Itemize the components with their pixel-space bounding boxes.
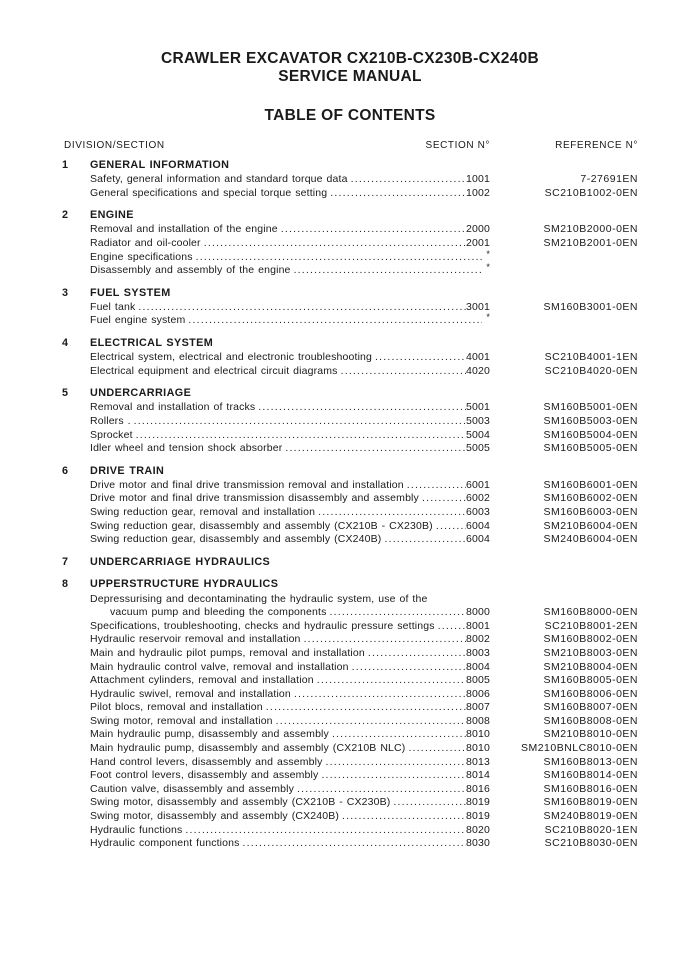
item-label: Hydraulic functions <box>90 823 183 836</box>
leader-dots <box>134 415 466 429</box>
toc-item-row <box>62 314 638 328</box>
item-section-number: 3001 <box>466 300 490 313</box>
item-label: Electrical system, electrical and electronic troubleshooting <box>90 351 373 364</box>
toc-item-row <box>62 688 638 702</box>
toc-item-row <box>62 715 638 729</box>
leader-dots <box>281 223 466 237</box>
leader-dots <box>375 351 466 365</box>
item-reference: SM210B2001-0EN <box>543 236 638 249</box>
division-6 <box>62 465 638 547</box>
item-label: General specifications and special torque setting <box>90 186 328 199</box>
item-section-number: 2001 <box>466 236 490 249</box>
item-reference: SC210B8030-0EN <box>544 837 638 850</box>
leader-dots <box>204 237 466 251</box>
document-title <box>62 50 638 86</box>
leader-dots <box>243 837 467 851</box>
division-4 <box>62 337 638 378</box>
leader-dots <box>393 796 466 810</box>
item-label: Attachment cylinders, removal and installation <box>90 674 314 687</box>
toc-item-row <box>62 647 638 661</box>
item-reference: SM160B5005-0EN <box>543 442 638 455</box>
item-reference: SM160B6002-0EN <box>543 492 638 505</box>
item-label: Fuel engine system <box>90 314 186 327</box>
item-label: Swing motor, removal and installation <box>90 714 273 727</box>
division-3 <box>62 287 638 328</box>
toc-item-row <box>62 661 638 675</box>
item-reference: SM240B8019-0EN <box>543 810 638 823</box>
item-section-number: 8019 <box>466 796 490 809</box>
division-heading <box>62 578 638 592</box>
leader-dots <box>196 251 483 265</box>
item-reference: SM160B8019-0EN <box>543 796 638 809</box>
column-headers <box>64 140 638 151</box>
division-number: 4 <box>62 337 69 350</box>
division-heading <box>62 159 638 173</box>
item-label: Hand control levers, disassembly and assembly <box>90 755 323 768</box>
item-section-number: 8001 <box>466 619 490 632</box>
item-label: Idler wheel and tension shock absorber <box>90 442 283 455</box>
division-heading <box>62 387 638 401</box>
item-label: Pilot blocs, removal and installation <box>90 701 263 714</box>
item-label: Caution valve, disassembly and assembly <box>90 782 294 795</box>
toc-item-row <box>62 620 638 634</box>
item-section-number: 4020 <box>466 364 490 377</box>
toc-item-row <box>62 742 638 756</box>
item-section-number: 4001 <box>466 351 490 364</box>
leader-dots <box>342 810 466 824</box>
leader-dots <box>317 674 466 688</box>
item-label: Sprocket <box>90 428 133 441</box>
item-section-number: 8005 <box>466 674 490 687</box>
leader-dots <box>266 701 466 715</box>
item-section-number: * <box>486 248 490 259</box>
toc-item-row <box>62 301 638 315</box>
item-reference: SM160B6001-0EN <box>543 478 638 491</box>
item-reference: SC210B4001-1EN <box>544 351 638 364</box>
division-5 <box>62 387 638 455</box>
leader-dots <box>138 301 466 315</box>
leader-dots <box>351 173 466 187</box>
item-section-number: 8013 <box>466 755 490 768</box>
item-reference: SM160B8002-0EN <box>543 633 638 646</box>
item-reference: SM160B8005-0EN <box>543 674 638 687</box>
item-reference: SM210B8010-0EN <box>543 728 638 741</box>
item-label: Drive motor and final drive transmission disassembly and assembly <box>90 492 419 505</box>
item-section-number: 8006 <box>466 687 490 700</box>
toc-item-row <box>62 415 638 429</box>
item-section-number: 6003 <box>466 506 490 519</box>
item-section-number: * <box>486 312 490 323</box>
leader-dots <box>276 715 466 729</box>
document-title-line1: CRAWLER EXCAVATOR CX210B-CX230B-CX240B <box>160 50 540 67</box>
item-reference: SC210B8001-2EN <box>544 619 638 632</box>
toc-list <box>62 159 638 851</box>
toc-item-row <box>62 769 638 783</box>
column-header-reference-number: REFERENCE N° <box>555 140 638 151</box>
item-label: Removal and installation of tracks <box>90 401 256 414</box>
item-reference: SM210BNLC8010-0EN <box>520 742 638 755</box>
division-number: 3 <box>62 286 69 299</box>
division-title: ENGINE <box>90 209 134 222</box>
division-2 <box>62 209 638 277</box>
item-reference: SM160B8007-0EN <box>543 701 638 714</box>
item-section-number: 1002 <box>466 186 490 199</box>
leader-dots <box>294 688 466 702</box>
item-label: Main hydraulic pump, disassembly and assembly <box>90 728 329 741</box>
item-reference: SM160B8013-0EN <box>543 755 638 768</box>
item-reference: SC210B8020-1EN <box>544 823 638 836</box>
leader-dots <box>294 264 483 278</box>
toc-item-row <box>62 479 638 493</box>
item-reference: SM160B8016-0EN <box>543 782 638 795</box>
item-section-number: 8014 <box>466 769 490 782</box>
leader-dots <box>368 647 466 661</box>
leader-dots <box>341 365 466 379</box>
leader-dots <box>297 783 466 797</box>
toc-item-row <box>62 593 638 607</box>
item-label: Hydraulic swivel, removal and installation <box>90 687 291 700</box>
toc-item-row <box>62 728 638 742</box>
item-section-number: 6004 <box>466 519 490 532</box>
division-title: GENERAL INFORMATION <box>90 159 230 171</box>
item-label: Safety, general information and standard torque data <box>90 173 348 186</box>
item-section-number: 5001 <box>466 401 490 414</box>
item-reference: SM160B3001-0EN <box>543 300 638 313</box>
item-section-number: 8020 <box>466 823 490 836</box>
toc-item-row <box>62 264 638 278</box>
item-reference: SM240B6004-0EN <box>543 533 638 546</box>
toc-item-row <box>62 506 638 520</box>
item-reference: SM210B8004-0EN <box>543 660 638 673</box>
division-title: UNDERCARRIAGE HYDRAULICS <box>90 555 271 568</box>
toc-item-row <box>62 429 638 443</box>
toc-item-row <box>62 701 638 715</box>
leader-dots <box>188 314 482 328</box>
leader-dots <box>436 520 466 534</box>
leader-dots <box>330 187 466 201</box>
division-title: ELECTRICAL SYSTEM <box>90 337 214 350</box>
toc-item-row <box>62 173 638 187</box>
toc-item-row <box>62 520 638 534</box>
division-7 <box>62 556 638 570</box>
item-reference: SC210B1002-0EN <box>544 186 638 199</box>
item-section-number: 6004 <box>466 533 490 546</box>
item-reference: SM160B8006-0EN <box>543 687 638 700</box>
toc-item-row <box>62 783 638 797</box>
division-heading <box>62 287 638 301</box>
toc-title: TABLE OF CONTENTS <box>264 107 436 124</box>
division-title: UPPERSTRUCTURE HYDRAULICS <box>90 578 279 591</box>
leader-dots <box>285 442 466 456</box>
toc-item-row <box>62 351 638 365</box>
item-reference: SM210B2000-0EN <box>543 223 638 236</box>
item-section-number: 8003 <box>466 646 490 659</box>
item-section-number: 8010 <box>466 742 490 755</box>
item-label: Depressurising and decontaminating the hydraulic system, use of the <box>90 592 428 605</box>
item-label: Swing reduction gear, disassembly and assembly (CX210B - CX230B) <box>90 519 433 532</box>
toc-item-row <box>62 756 638 770</box>
division-heading <box>62 209 638 223</box>
item-section-number: 5004 <box>466 428 490 441</box>
leader-dots <box>330 606 467 620</box>
toc-item-row <box>62 606 638 620</box>
column-header-division: DIVISION/SECTION <box>64 140 165 151</box>
leader-dots <box>258 401 466 415</box>
toc-item-row <box>62 237 638 251</box>
item-section-number: 8004 <box>466 660 490 673</box>
item-reference: SC210B4020-0EN <box>544 364 638 377</box>
toc-item-row <box>62 365 638 379</box>
item-label: Hydraulic reservoir removal and installation <box>90 633 301 646</box>
item-reference: SM210B6004-0EN <box>543 519 638 532</box>
item-section-number: 8010 <box>466 728 490 741</box>
item-section-number: 8007 <box>466 701 490 714</box>
item-section-number: 5005 <box>466 442 490 455</box>
leader-dots <box>332 728 466 742</box>
item-section-number: 5003 <box>466 415 490 427</box>
item-section-number: 8002 <box>466 633 490 646</box>
division-8 <box>62 578 638 850</box>
toc-item-row <box>62 674 638 688</box>
leader-dots <box>321 769 466 783</box>
column-header-section-number: SECTION N° <box>425 140 490 151</box>
item-section-number: 8030 <box>466 837 490 850</box>
item-label: Drive motor and final drive transmission removal and installation <box>90 478 404 491</box>
toc-item-row <box>62 187 638 201</box>
item-label: Hydraulic component functions <box>90 837 240 850</box>
item-section-number: 2000 <box>466 223 490 236</box>
division-title: FUEL SYSTEM <box>90 286 171 299</box>
item-label: Specifications, troubleshooting, checks and hydraulic pressure settings <box>90 619 435 632</box>
item-label: Engine specifications <box>90 250 193 263</box>
item-section-number: 8019 <box>466 810 490 823</box>
item-label: Rollers . <box>90 415 131 427</box>
division-heading <box>62 556 638 570</box>
item-reference: SM210B8003-0EN <box>543 646 638 659</box>
item-reference: SM160B5003-0EN <box>543 415 638 427</box>
leader-dots <box>185 824 466 838</box>
division-heading <box>62 465 638 479</box>
toc-item-row <box>62 248 638 265</box>
item-label: Main hydraulic pump, disassembly and assembly (CX210B NLC) <box>90 742 406 755</box>
leader-dots <box>304 633 466 647</box>
division-number: 6 <box>62 464 69 477</box>
item-label: Swing reduction gear, disassembly and assembly (CX240B) <box>90 533 382 546</box>
item-label: vacuum pump and bleeding the components <box>110 606 327 619</box>
leader-dots <box>384 533 466 547</box>
item-label: Swing reduction gear, removal and installation <box>90 506 316 519</box>
item-label: Disassembly and assembly of the engine <box>90 264 291 277</box>
toc-item-row <box>62 824 638 838</box>
item-label: Foot control levers, disassembly and assembly <box>90 769 319 782</box>
leader-dots <box>407 479 466 493</box>
division-1 <box>62 159 638 200</box>
toc-item-row <box>62 810 638 824</box>
toc-item-row <box>62 442 638 456</box>
item-label: Main and hydraulic pilot pumps, removal and installation <box>90 646 365 659</box>
item-section-number: 8016 <box>466 782 490 795</box>
item-section-number: 8000 <box>466 606 490 619</box>
item-label: Radiator and oil-cooler <box>90 236 201 249</box>
leader-dots <box>136 429 466 443</box>
toc-item-row <box>62 401 638 415</box>
toc-item-row <box>62 533 638 547</box>
item-label: Swing motor, disassembly and assembly (CX210B - CX230B) <box>90 796 391 809</box>
item-reference: SM160B6003-0EN <box>543 506 638 519</box>
item-label: Removal and installation of the engine <box>90 223 278 236</box>
item-reference: SM160B5001-0EN <box>543 401 638 414</box>
item-label: Main hydraulic control valve, removal and installation <box>90 660 349 673</box>
leader-dots <box>408 742 466 756</box>
document-title-line2: SERVICE MANUAL <box>278 68 422 85</box>
item-label: Electrical equipment and electrical circuit diagrams <box>90 364 338 377</box>
toc-item-row <box>62 837 638 851</box>
toc-item-row <box>62 796 638 810</box>
item-label: Fuel tank <box>90 300 136 313</box>
item-label: Swing motor, disassembly and assembly (CX240B) <box>90 810 340 823</box>
division-number: 2 <box>62 209 69 222</box>
leader-dots <box>422 492 466 506</box>
division-title: UNDERCARRIAGE <box>90 387 192 400</box>
leader-dots <box>326 756 467 770</box>
item-reference: SM160B8000-0EN <box>543 606 638 619</box>
toc-content <box>62 140 638 851</box>
item-reference: 7-27691EN <box>580 173 638 186</box>
toc-item-row <box>62 492 638 506</box>
leader-dots <box>352 661 466 675</box>
division-title: DRIVE TRAIN <box>90 464 165 477</box>
division-number: 1 <box>62 159 69 171</box>
item-section-number: 6001 <box>466 478 490 491</box>
toc-item-row <box>62 223 638 237</box>
leader-dots <box>318 506 466 520</box>
item-section-number: 1001 <box>466 173 490 186</box>
item-section-number: * <box>486 262 490 273</box>
toc-item-row <box>62 633 638 647</box>
item-reference: SM160B8008-0EN <box>543 714 638 727</box>
item-section-number: 6002 <box>466 492 490 505</box>
division-number: 5 <box>62 387 69 400</box>
division-number: 7 <box>62 555 69 568</box>
item-reference: SM160B5004-0EN <box>543 428 638 441</box>
division-number: 8 <box>62 578 69 591</box>
leader-dots <box>438 620 466 634</box>
division-heading <box>62 337 638 351</box>
item-section-number: 8008 <box>466 714 490 727</box>
item-reference: SM160B8014-0EN <box>543 769 638 782</box>
